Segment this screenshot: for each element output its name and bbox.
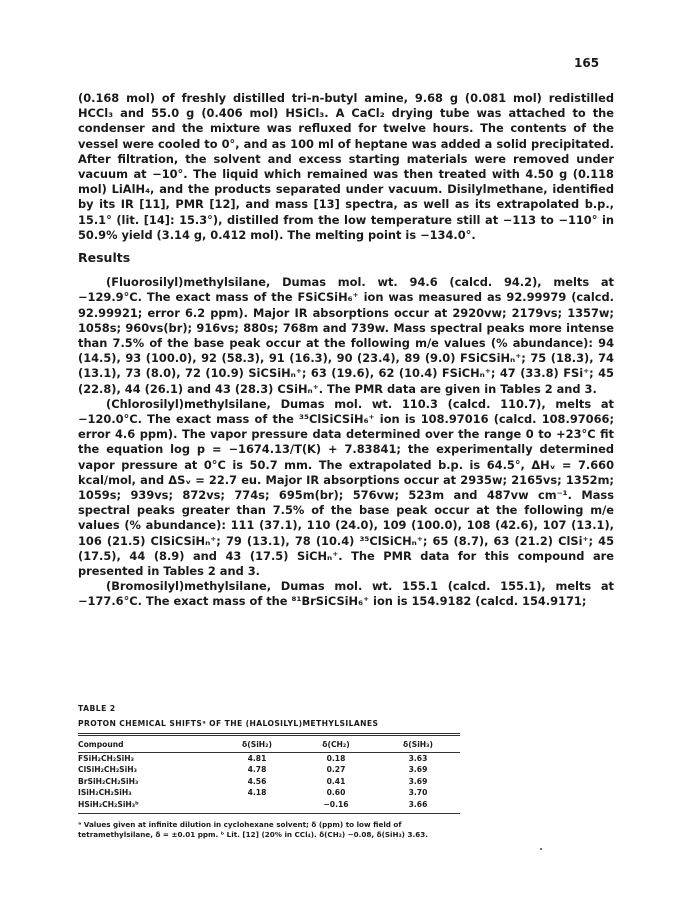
intro-paragraph: (0.168 mol) of freshly distilled tri-n-butyl amine, 9.68 g (0.081 mol) redistilled HCCl₃ and 55.0 g (0.406 mol) HSiCl₃. A CaCl₂ drying tube was attached to the condenser and the mixture was refluxed for twelve hours. The contents of the vessel were cooled to 0°, and as 100 ml of heptane was added a solid precipitated. After filtration, the solvent and excess starting materials were removed under vacuum at −10°. The liquid which remained was then treated with 4.50 g (0.118 mol) LiAlH₄, and the products separated under vacuum. Disilylmethane, identified by its IR [11], PMR [12], and mass [13] spectra, as well as its extrapolated b.p., 15.1° (lit. [14]: 15.3°), distilled from the low temperature still at −113 to −110° in 50.9% yield (3.14 g, 0.412 mol). The melting point is −134.0°. — [78, 91, 614, 242]
chemical-shift-table — [78, 736, 460, 810]
cell-sih2: 4.81 — [247, 754, 267, 763]
table-row — [78, 753, 460, 764]
header-sih3: δ(SiH₃) — [403, 740, 433, 749]
header-sih2: δ(SiH₂) — [242, 740, 272, 749]
cell-compound: FSiH₂CH₂SiH₃ — [78, 754, 134, 763]
intro-section — [78, 91, 614, 243]
cell-compound: ISiH₂CH₂SiH₃ — [78, 788, 132, 798]
cell-sih2: 4.78 — [247, 765, 267, 775]
table-label: TABLE 2 — [78, 704, 116, 713]
cell-sih2: 4.18 — [247, 788, 267, 798]
table-row — [78, 799, 460, 810]
cell-sih3: 3.70 — [408, 788, 428, 798]
cell-sih3: 3.63 — [408, 754, 428, 763]
cell-sih3: 3.69 — [408, 776, 428, 786]
table-footnote: ᵃ Values given at infinite dilution in cyclohexane solvent; δ (ppm) to low field of tetramethylsilane, δ = ±0.01 ppm. ᵇ Lit. [12] (20% in CCl₄). δ(CH₂) −0.08, δ(SiH₃) 3.63. — [78, 820, 428, 840]
results-paragraph-chloro: (Chlorosilyl)methylsilane, Dumas mol. wt. 110.3 (calcd. 110.7), melts at −120.0°C. The exact mass of the ³⁵ClSiCSiH₆⁺ ion is 108.97016 (calcd. 108.97066; error 4.6 ppm). The vapor pressure data determined over the range 0 to +23°C fit the equation log p = −1674.13/T(K) + 7.83841; the experimentally determined vapor pressure at 0°C is 50.7 mm. The extrapolated b.p. is 64.5°, ΔHᵥ = 7.660 kcal/mol, and ΔSᵥ = 22.7 eu. Major IR absorptions occur at 2935w; 2165vs; 1352m; 1059s; 939vs; 872vs; 774s; 695m(br); 576vw; 523m and 487vw cm⁻¹. Mass spectral peaks greater than 7.5% of the base peak occur at the following m/e values (% abundance): 111 (37.1), 110 (24.0), 109 (100.0), 108 (42.6), 107 (13.1), 106 (21.5) ClSiCSiHₙ⁺; 79 (13.1), 78 (10.4) ³⁵ClSiCHₙ⁺; 65 (8.7), 63 (21.2) ClSi⁺; 45 (17.5), 44 (8.9) and 43 (17.5) SiCHₙ⁺. The PMR data for this compound are presented in Tables 2 and 3. — [78, 396, 614, 579]
cell-compound: HSiH₂CH₂SiH₃ᵇ — [78, 799, 139, 809]
results-section — [78, 250, 614, 610]
cell-ch2: 0.41 — [326, 776, 346, 786]
page-number: 165 — [574, 56, 600, 70]
cell-sih2: 4.56 — [247, 776, 267, 786]
cell-compound: ClSiH₂CH₂SiH₃ — [78, 765, 137, 775]
page-speck — [540, 848, 542, 850]
cell-sih2 — [218, 799, 296, 810]
table-bottom-rule — [78, 813, 460, 814]
cell-ch2: 0.18 — [326, 754, 346, 763]
table-caption: PROTON CHEMICAL SHIFTSᵃ OF THE (HALOSILYL)METHYLSILANES — [78, 719, 379, 728]
table-top-rule — [78, 733, 460, 734]
cell-sih3: 3.66 — [408, 799, 428, 809]
table-row — [78, 787, 460, 798]
cell-ch2: 0.27 — [326, 765, 346, 775]
table-row — [78, 764, 460, 775]
table-2 — [78, 704, 460, 840]
results-paragraph-bromo: (Bromosilyl)methylsilane, Dumas mol. wt. 155.1 (calcd. 155.1), melts at −177.6°C. The exact mass of the ⁸¹BrSiCSiH₆⁺ ion is 154.9182 (calcd. 154.9171; — [78, 579, 614, 609]
results-heading: Results — [78, 250, 131, 265]
cell-ch2: 0.60 — [326, 788, 346, 798]
table-row — [78, 776, 460, 787]
cell-compound: BrSiH₂CH₂SiH₃ — [78, 776, 139, 786]
header-compound: Compound — [78, 740, 124, 749]
results-paragraph-fluoro: (Fluorosilyl)methylsilane, Dumas mol. wt. 94.6 (calcd. 94.2), melts at −129.9°C. The exact mass of the FSiCSiH₆⁺ ion was measured as 92.99979 (calcd. 92.99921; error 6.2 ppm). Major IR absorptions occur at 2920vw; 2179vs; 1357w; 1058s; 960vs(br); 916vs; 880s; 768m and 739w. Mass spectral peaks more intense than 7.5% of the base peak occur at the following m/e values (% abundance): 94 (14.5), 93 (100.0), 92 (58.3), 91 (16.3), 90 (23.4), 89 (9.0) FSiCSiHₙ⁺; 75 (18.3), 74 (13.1), 73 (8.0), 72 (10.9) SiCSiHₙ⁺; 63 (19.6), 62 (10.4) FSiCHₙ⁺; 47 (33.8) FSi⁺; 45 (22.8), 44 (26.1) and 43 (28.3) CSiHₙ⁺. The PMR data are given in Tables 2 and 3. — [78, 275, 614, 396]
cell-sih3: 3.69 — [408, 765, 428, 775]
header-ch2: δ(CH₂) — [322, 740, 350, 749]
table-header-row — [78, 736, 460, 752]
cell-ch2: −0.16 — [323, 799, 349, 809]
